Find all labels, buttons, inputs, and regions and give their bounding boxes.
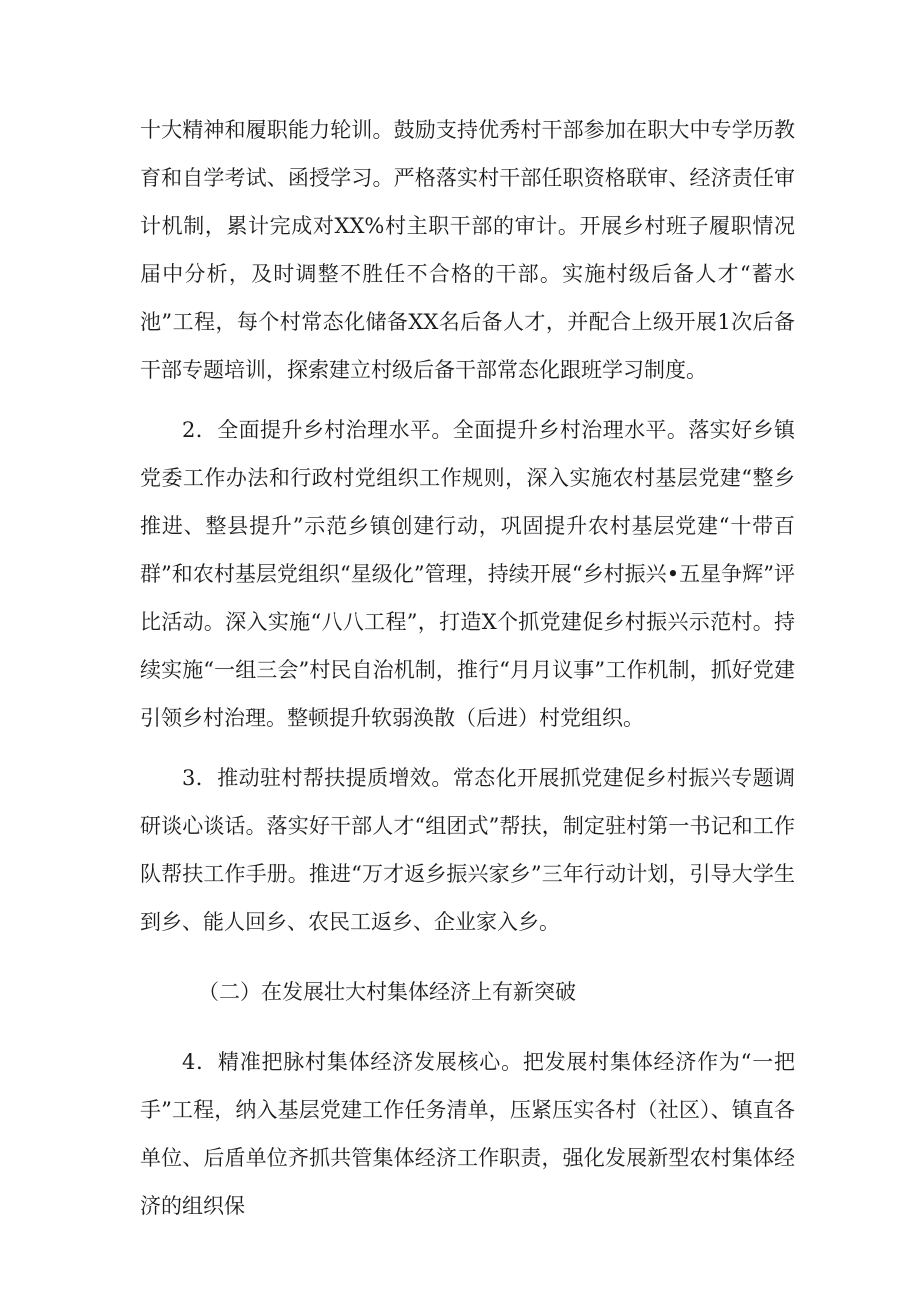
section-heading: （二）在发展壮大村集体经济上有新突破 [198, 980, 576, 1004]
paragraph-item-2: 2．全面提升乡村治理水平。全面提升乡村治理水平。落实好乡镇党委工作办法和行政村党组织工作规则，深入实施农村基层党建“整乡推进、整县提升”示范乡镇创建行动，巩固提升农村基层党建“十带百群”和农村基层党组织“星级化”管理，持续开展“乡村振兴•五星争辉”评比活动。深入实施“八八工程”，打造X个抓党建促乡村振兴示范村。持续实施“一组三会”村民自治机制，推行“月月议事”工作机制，抓好党建引领乡村治理。整顿提升软弱涣散（后进）村党组织。 [140, 418, 795, 730]
document-body [140, 106, 795, 1242]
paragraph-item-4: 4．精准把脉村集体经济发展核心。把发展村集体经济作为“一把手”工程，纳入基层党建工作任务清单，压紧压实各村（社区）、镇直各单位、后盾单位齐抓共管集体经济工作职责，强化发展新型农村集体经济的组织保 [140, 1050, 795, 1218]
paragraph-item-3: 3．推动驻村帮扶提质增效。常态化开展抓党建促乡村振兴专题调研谈心谈话。落实好干部人才“组团式”帮扶，制定驻村第一书记和工作队帮扶工作手册。推进“万才返乡振兴家乡”三年行动计划，引导大学生到乡、能人回乡、农民工返乡、企业家入乡。 [140, 766, 795, 934]
paragraph-continuation: 十大精神和履职能力轮训。鼓励支持优秀村干部参加在职大中专学历教育和自学考试、函授学习。严格落实村干部任职资格联审、经济责任审计机制，累计完成对XX%村主职干部的审计。开展乡村班子履职情况届中分析，及时调整不胜任不合格的干部。实施村级后备人才“蓄水池”工程，每个村常态化储备XX名后备人才，并配合上级开展1次后备干部专题培训，探索建立村级后备干部常态化跟班学习制度。 [140, 118, 795, 382]
